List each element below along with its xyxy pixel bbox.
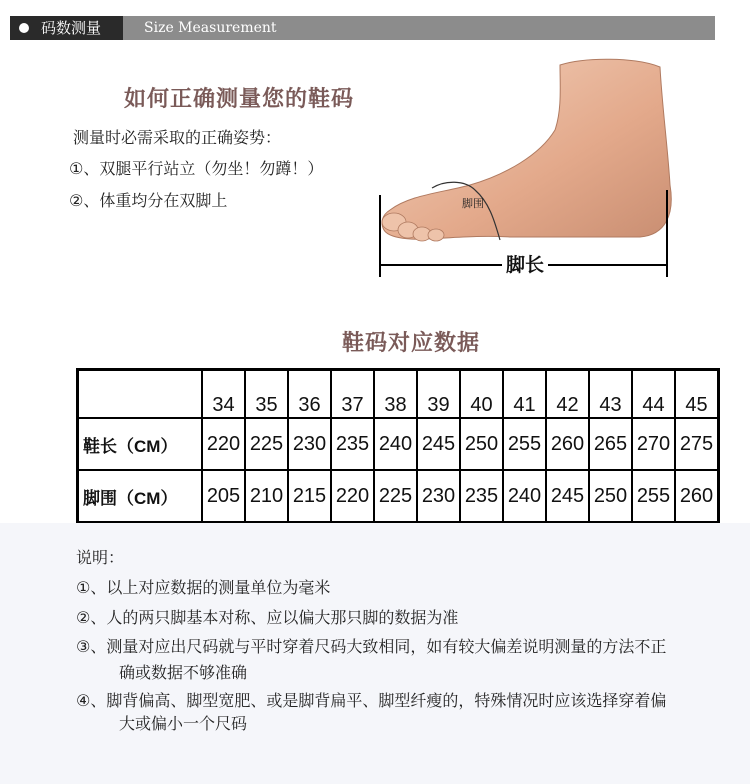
girth-cell: 205 — [202, 470, 245, 523]
length-cell: 225 — [245, 418, 288, 470]
girth-cell: 225 — [374, 470, 417, 523]
length-cell: 220 — [202, 418, 245, 470]
size-cell: 40 — [460, 370, 503, 419]
length-cell: 255 — [503, 418, 546, 470]
length-cell: 245 — [417, 418, 460, 470]
note-item-4: ④、脚背偏高、脚型宽肥、或是脚背扁平、脚型纤瘦的，特殊情况时应该选择穿着偏 — [76, 691, 667, 710]
size-table — [76, 368, 720, 524]
size-cell: 45 — [675, 370, 719, 419]
length-cell: 235 — [331, 418, 374, 470]
size-cell: 44 — [632, 370, 675, 419]
howto-line-3: ②、体重均分在双脚上 — [69, 191, 228, 210]
girth-cell: 235 — [460, 470, 503, 523]
size-cell: 37 — [331, 370, 374, 419]
girth-cell: 245 — [546, 470, 589, 523]
section-header-bar — [10, 16, 715, 40]
girth-cell: 250 — [589, 470, 632, 523]
notes-heading: 说明： — [76, 548, 125, 567]
size-cell: 41 — [503, 370, 546, 419]
note-item-4-cont: 大或偏小一个尺码 — [119, 714, 248, 733]
girth-row — [78, 470, 719, 523]
size-cell: 36 — [288, 370, 331, 419]
table-title: 鞋码对应数据 — [342, 331, 481, 356]
note-item-3-cont: 确或数据不够准确 — [119, 663, 248, 682]
bullet-dot-icon — [19, 23, 29, 33]
length-cell: 265 — [589, 418, 632, 470]
girth-cell: 260 — [675, 470, 719, 523]
girth-row-label: 脚围（CM） — [78, 470, 203, 523]
girth-cell: 255 — [632, 470, 675, 523]
length-cell: 240 — [374, 418, 417, 470]
note-item-3: ③、测量对应出尺码就与平时穿着尺码大致相同，如有较大偏差说明测量的方法不正 — [76, 637, 667, 656]
foot-shape — [382, 59, 671, 239]
foot-girth-label: 脚围 — [462, 197, 484, 210]
length-cell: 250 — [460, 418, 503, 470]
header-label-block — [10, 16, 123, 40]
girth-cell: 220 — [331, 470, 374, 523]
size-cell: 34 — [202, 370, 245, 419]
howto-title: 如何正确测量您的鞋码 — [124, 87, 355, 112]
note-item-2: ②、人的两只脚基本对称、应以偏大那只脚的数据为准 — [76, 608, 459, 627]
length-cell: 260 — [546, 418, 589, 470]
foot-length-label: 脚长 — [502, 250, 548, 277]
girth-cell: 210 — [245, 470, 288, 523]
cut-off-top-text — [0, 0, 750, 10]
length-row-label: 鞋长（CM） — [78, 418, 203, 470]
girth-cell: 215 — [288, 470, 331, 523]
size-cell: 42 — [546, 370, 589, 419]
size-cell: 38 — [374, 370, 417, 419]
howto-line-1: 测量时必需采取的正确姿势： — [73, 128, 282, 147]
size-cell: 35 — [245, 370, 288, 419]
size-cell: 43 — [589, 370, 632, 419]
size-cell: 39 — [417, 370, 460, 419]
length-row — [78, 418, 719, 470]
table-corner-cell — [78, 370, 203, 419]
length-cell: 275 — [675, 418, 719, 470]
girth-cell: 230 — [417, 470, 460, 523]
howto-line-2: ①、双腿平行站立（勿坐！勿蹲！） — [69, 159, 324, 178]
header-title-cn: 码数测量 — [41, 19, 102, 37]
size-row — [78, 370, 719, 419]
note-item-1: ①、以上对应数据的测量单位为毫米 — [76, 578, 331, 597]
girth-cell: 240 — [503, 470, 546, 523]
length-cell: 230 — [288, 418, 331, 470]
length-cell: 270 — [632, 418, 675, 470]
header-title-en: Size Measurement — [144, 20, 277, 36]
